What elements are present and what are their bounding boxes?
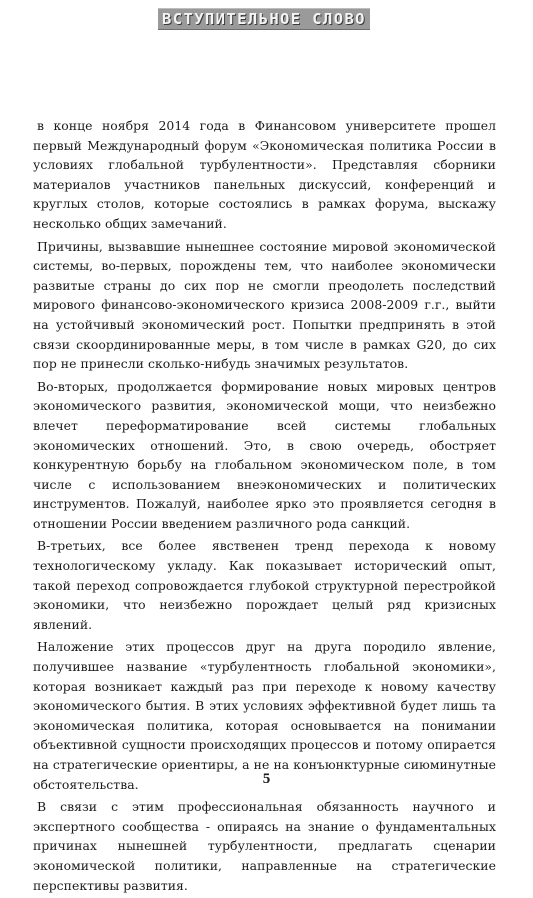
section-heading: ВСТУПИТЕЛЬНОЕ СЛОВО: [158, 8, 370, 30]
paragraph: Во-вторых, продолжается формирование новых мировых центров экономического развития, экономической мощи, что неизбежно влечет переформатирование всей системы глобальных экономических отношений. Это, в свою очередь, обостряет конкурентную борьбу на глобальном экономическом поле, в том числе с использованием внеэкономических и политических инструментов. Пожалуй, наиболее ярко это проявляется сегодня в отношении России введением различного рода санкций.: [33, 378, 496, 531]
page-number: 5: [262, 771, 271, 787]
paragraph: Наложение этих процессов друг на друга породило явление, получившее название «турбулентность глобальной экономики», которая возникает каждый раз при переходе к новому качеству экономического бытия. В этих условиях эффективной будет лишь та экономическая политика, которая основывается на понимании объективной сущности происходящих процессов и потому опирается на стратегические ориентиры, а не на конъюнктурные сиюминутные обстоятельства.: [33, 639, 496, 792]
paragraph: в конце ноября 2014 года в Финансовом университете прошел первый Международный форум «Экономическая политика России в условиях глобальной турбулентности». Представляя сборники материалов участников панельных дискуссий, конференций и круглых столов, которые состоялись в рамках форума, выскажу несколько общих замечаний.: [33, 118, 496, 231]
paragraph: Причины, вызвавшие нынешнее состояние мировой экономической системы, во-первых, порождены тем, что наиболее экономически развитые страны до сих пор не смогли преодолеть последствий мирового финансово-экономического кризиса 2008-2009 г.г., выйти на устойчивый экономический рост. Попытки предпринять в этой связи скоординированные меры, в том числе в рамках G20, до сих пор не принесли сколько-нибудь значимых результатов.: [33, 238, 496, 372]
paragraph: В связи с этим профессиональная обязанность научного и экспертного сообщества - опираясь на знание о фундаментальных причинах нынешней турбулентности, предлагать сценарии экономической политики, направленные на стратегические перспективы развития.: [33, 799, 496, 893]
paragraph: В-третьих, все более явственен тренд перехода к новому технологическому укладу. Как показывает исторический опыт, такой переход сопровождается глубокой структурной перестройкой экономики, что неизбежно порождает целый ряд кризисных явлений.: [33, 538, 496, 632]
